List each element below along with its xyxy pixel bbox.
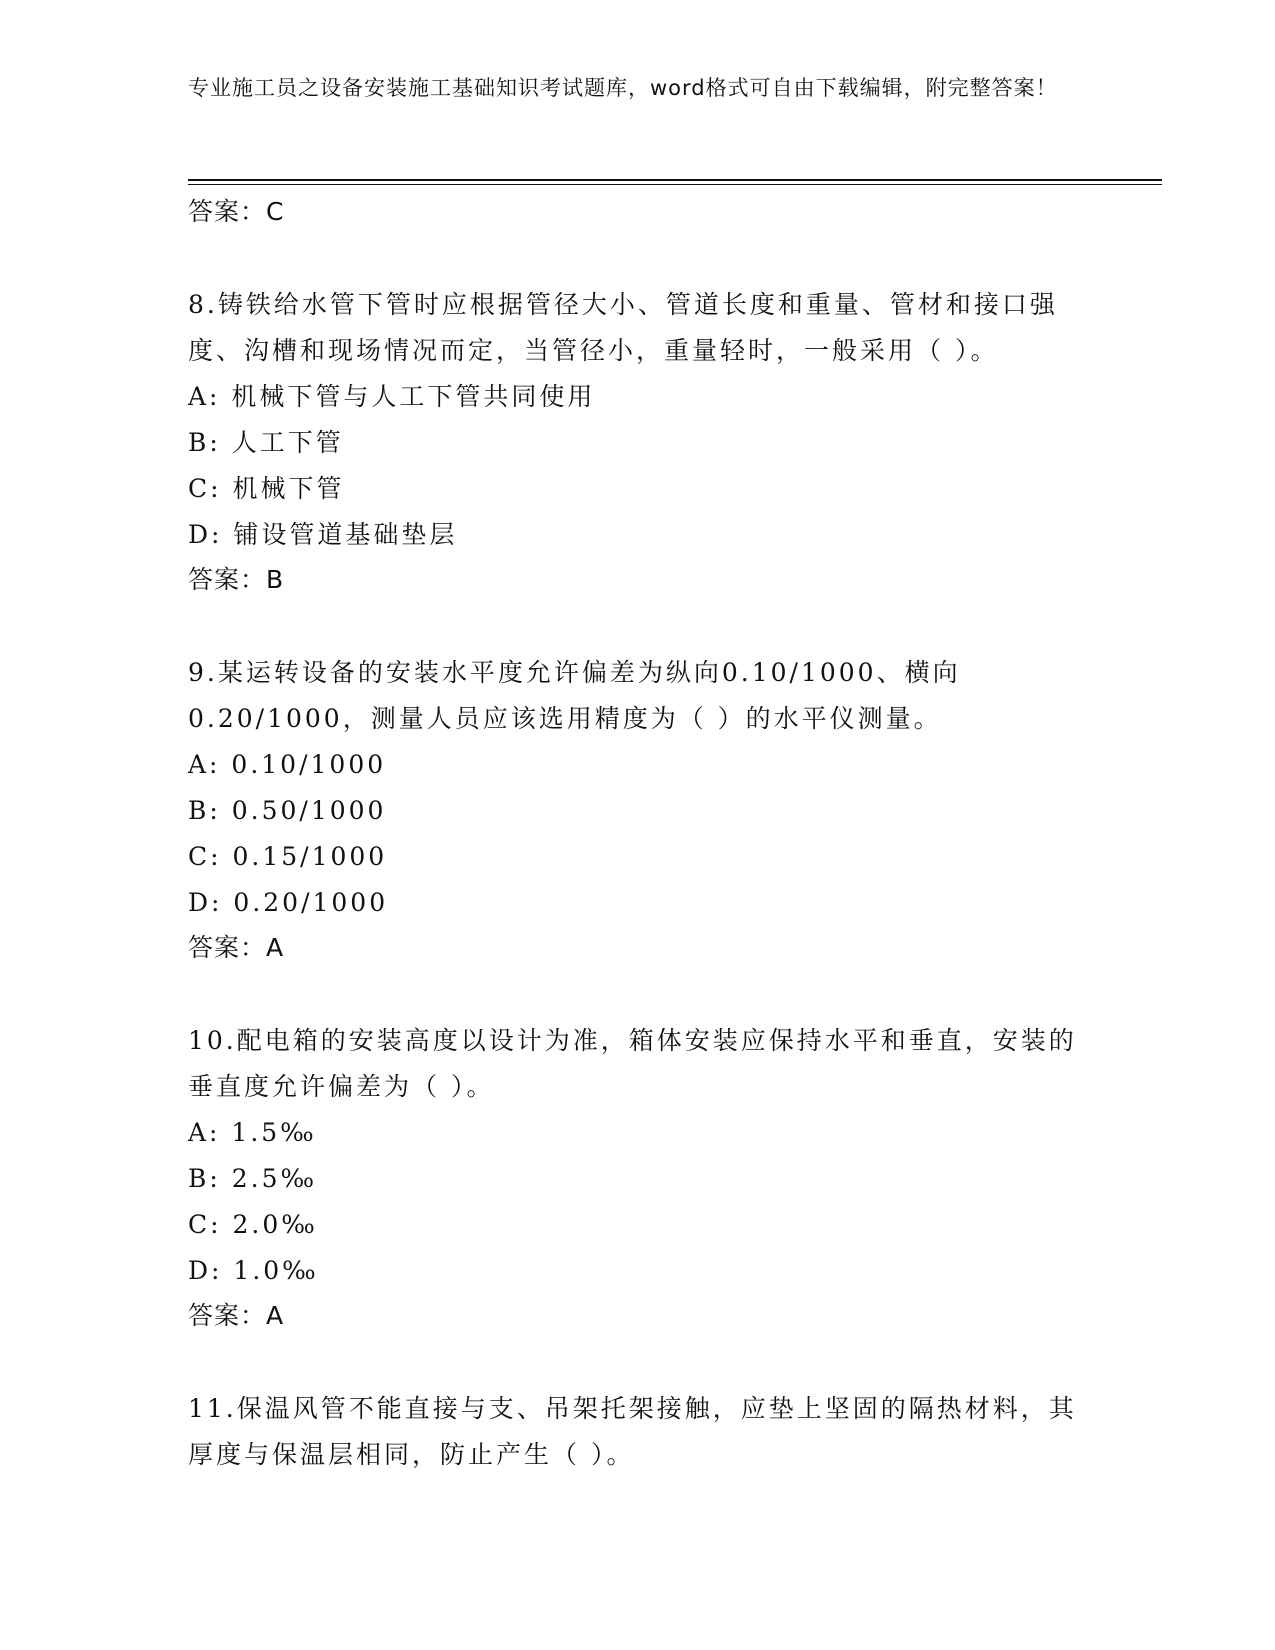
question-8	[188, 282, 1088, 602]
header-divider-thin	[188, 184, 1162, 185]
answer: 答案：A	[188, 933, 285, 962]
option-a: A: 1.5‰	[188, 1118, 317, 1147]
question-text: 10.配电箱的安装高度以设计为准，箱体安装应保持水平和垂直，安装的垂直度允许偏差为（ ）。	[188, 1026, 1077, 1101]
option-a: A: 机械下管与人工下管共同使用	[188, 382, 596, 411]
option-d: D: 铺设管道基础垫层	[188, 520, 458, 549]
option-d: D: 0.20/1000	[188, 888, 389, 917]
question-text: 8.铸铁给水管下管时应根据管径大小、管道长度和重量、管材和接口强度、沟槽和现场情况而定，当管径小，重量轻时，一般采用（ ）。	[188, 290, 1058, 365]
question-11	[188, 1386, 1088, 1478]
option-b: B: 2.5‰	[188, 1164, 318, 1193]
option-a: A: 0.10/1000	[188, 750, 387, 779]
answer: 答案：B	[188, 565, 285, 594]
answer-q7: 答案：C	[188, 197, 285, 226]
option-b: B: 0.50/1000	[188, 796, 387, 825]
option-c: C: 0.15/1000	[188, 842, 388, 871]
page-header: 专业施工员之设备安装施工基础知识考试题库，word格式可自由下载编辑，附完整答案！	[188, 76, 1058, 100]
option-d: D: 1.0‰	[188, 1256, 319, 1285]
answer: 答案：A	[188, 1301, 285, 1330]
option-c: C: 2.0‰	[188, 1210, 318, 1239]
document-body	[188, 190, 1088, 1478]
question-text: 11.保温风管不能直接与支、吊架托架接触，应垫上坚固的隔热材料，其厚度与保温层相同，防止产生（ ）。	[188, 1394, 1077, 1469]
question-10	[188, 1018, 1088, 1338]
option-b: B: 人工下管	[188, 428, 344, 457]
question-9	[188, 650, 1088, 970]
question-text: 9.某运转设备的安装水平度允许偏差为纵向0.10/1000、横向0.20/1000，测量人员应该选用精度为（ ）的水平仪测量。	[188, 658, 961, 733]
option-c: C: 机械下管	[188, 474, 345, 503]
header-divider	[188, 179, 1162, 181]
